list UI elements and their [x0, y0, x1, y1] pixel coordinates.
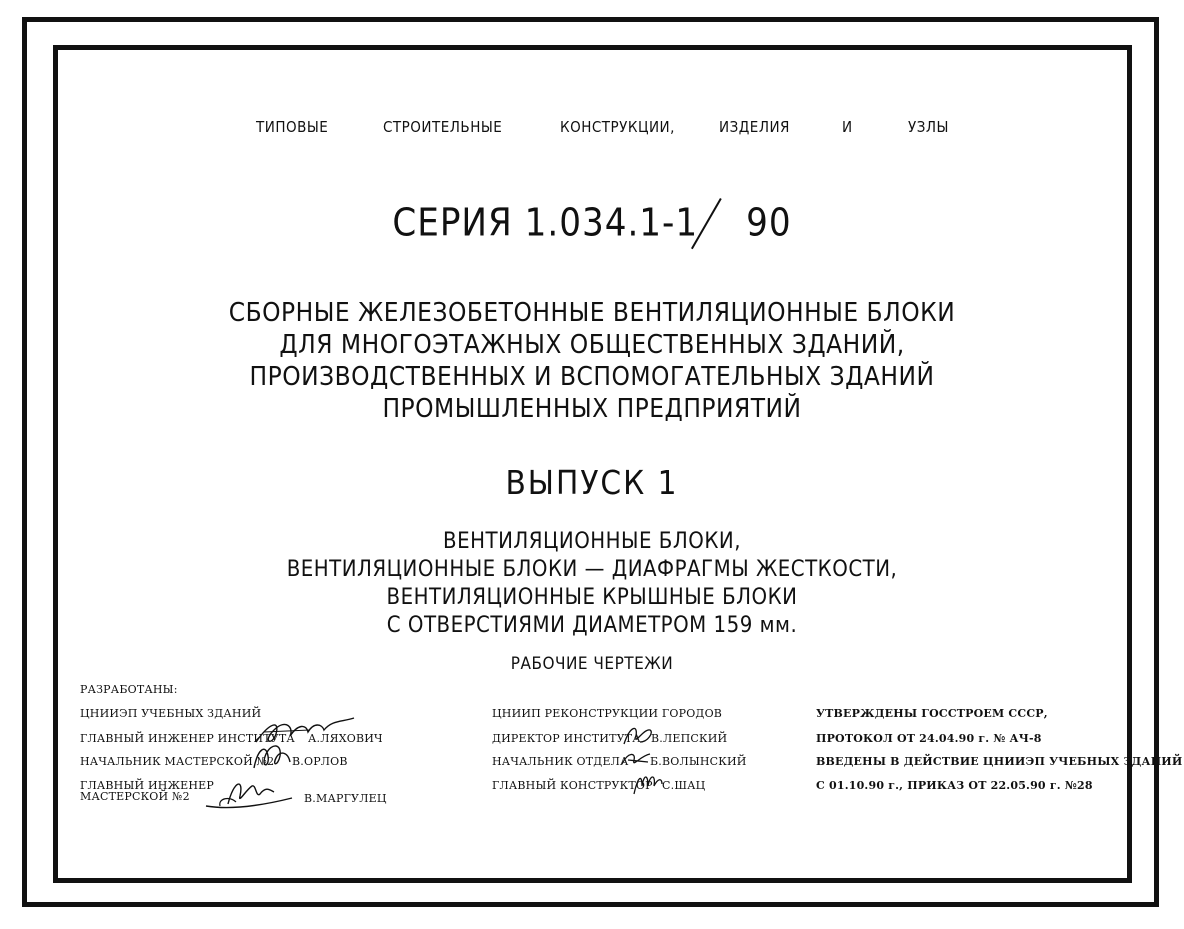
subtitle [0, 528, 1184, 640]
subtitle-line-3: ВЕНТИЛЯЦИОННЫЕ КРЫШНЫЕ БЛОКИ [386, 585, 798, 610]
signature-margulets [200, 776, 300, 812]
series-title [0, 196, 1184, 254]
signature-shats [630, 770, 666, 798]
main-title-line-4: ПРОМЫШЛЕННЫХ ПРЕДПРИЯТИЙ [382, 394, 802, 424]
header-word-5: И [842, 118, 853, 136]
issue-title: ВЫПУСК 1 [505, 463, 679, 502]
header-word-1: ТИПОВЫЕ [256, 118, 329, 136]
org2-role-1: ДИРЕКТОР ИНСТИТУТА [492, 732, 641, 745]
working-drawings-label: РАБОЧИЕ ЧЕРТЕЖИ [510, 654, 674, 674]
org1-name: ЦНИИЭП УЧЕБНЫХ ЗДАНИЙ [80, 707, 262, 720]
subtitle-line-1: ВЕНТИЛЯЦИОННЫЕ БЛОКИ, [443, 529, 741, 554]
signature-lepsky [620, 722, 656, 748]
header-word-4: ИЗДЕЛИЯ [719, 118, 790, 136]
series-suffix: 90 [746, 200, 792, 245]
header-word-2: СТРОИТЕЛЬНЫЕ [383, 118, 503, 136]
header-word-6: УЗЛЫ [908, 118, 949, 136]
series-slash [702, 196, 742, 254]
org1-role-1: ГЛАВНЫЙ ИНЖЕНЕР ИНСТИТУТА [80, 732, 295, 745]
approval-line-3: ВВЕДЕНЫ В ДЕЙСТВИЕ ЦНИИЭП УЧЕБНЫХ ЗДАНИЙ [816, 755, 1183, 768]
org1-person-3: В.МАРГУЛЕЦ [304, 792, 387, 805]
org1-person-2: В.ОРЛОВ [292, 755, 348, 768]
developers-label: РАЗРАБОТАНЫ: [80, 683, 178, 696]
org2-role-3: ГЛАВНЫЙ КОНСТРУКТОР [492, 779, 653, 792]
approval-line-2: ПРОТОКОЛ ОТ 24.04.90 г. № АЧ-8 [816, 732, 1042, 745]
approval-line-1: УТВЕРЖДЕНЫ ГОССТРОЕМ СССР, [816, 707, 1048, 720]
org2-name: ЦНИИП РЕКОНСТРУКЦИИ ГОРОДОВ [492, 707, 723, 720]
signature-orlov [250, 742, 294, 772]
subtitle-line-4: С ОТВЕРСТИЯМИ ДИАМЕТРОМ 159 мм. [386, 613, 798, 638]
series-prefix: СЕРИЯ 1.034.1-1 [392, 200, 699, 245]
subtitle-line-2: ВЕНТИЛЯЦИОННЫЕ БЛОКИ — ДИАФРАГМЫ ЖЕСТКОСТИ, [286, 557, 898, 582]
org1-role-3-line-1: ГЛАВНЫЙ ИНЖЕНЕР [80, 779, 214, 792]
main-title [0, 297, 1184, 425]
approval-line-4: С 01.10.90 г., ПРИКАЗ ОТ 22.05.90 г. №28 [816, 779, 1093, 792]
org1-role-3-line-2: МАСТЕРСКОЙ №2 [80, 790, 190, 803]
org2-person-1: В.ЛЕПСКИЙ [651, 732, 728, 745]
header-word-3: КОНСТРУКЦИИ, [560, 118, 675, 136]
main-title-line-3: ПРОИЗВОДСТВЕННЫХ И ВСПОМОГАТЕЛЬНЫХ ЗДАНИЙ [249, 362, 935, 392]
main-title-line-1: СБОРНЫЕ ЖЕЛЕЗОБЕТОННЫЕ ВЕНТИЛЯЦИОННЫЕ БЛОКИ [228, 298, 956, 328]
org1-role-3 [80, 780, 214, 802]
main-title-line-2: ДЛЯ МНОГОЭТАЖНЫХ ОБЩЕСТВЕННЫХ ЗДАНИЙ, [279, 330, 905, 360]
org1-role-2: НАЧАЛЬНИК МАСТЕРСКОЙ №2 [80, 755, 275, 768]
signature-volynsky [618, 748, 654, 770]
org2-person-3: С.ШАЦ [662, 779, 706, 792]
org2-person-2: Б.ВОЛЫНСКИЙ [650, 755, 747, 768]
org1-person-1: А.ЛЯХОВИЧ [308, 732, 383, 745]
org2-role-2: НАЧАЛЬНИК ОТДЕЛА [492, 755, 629, 768]
